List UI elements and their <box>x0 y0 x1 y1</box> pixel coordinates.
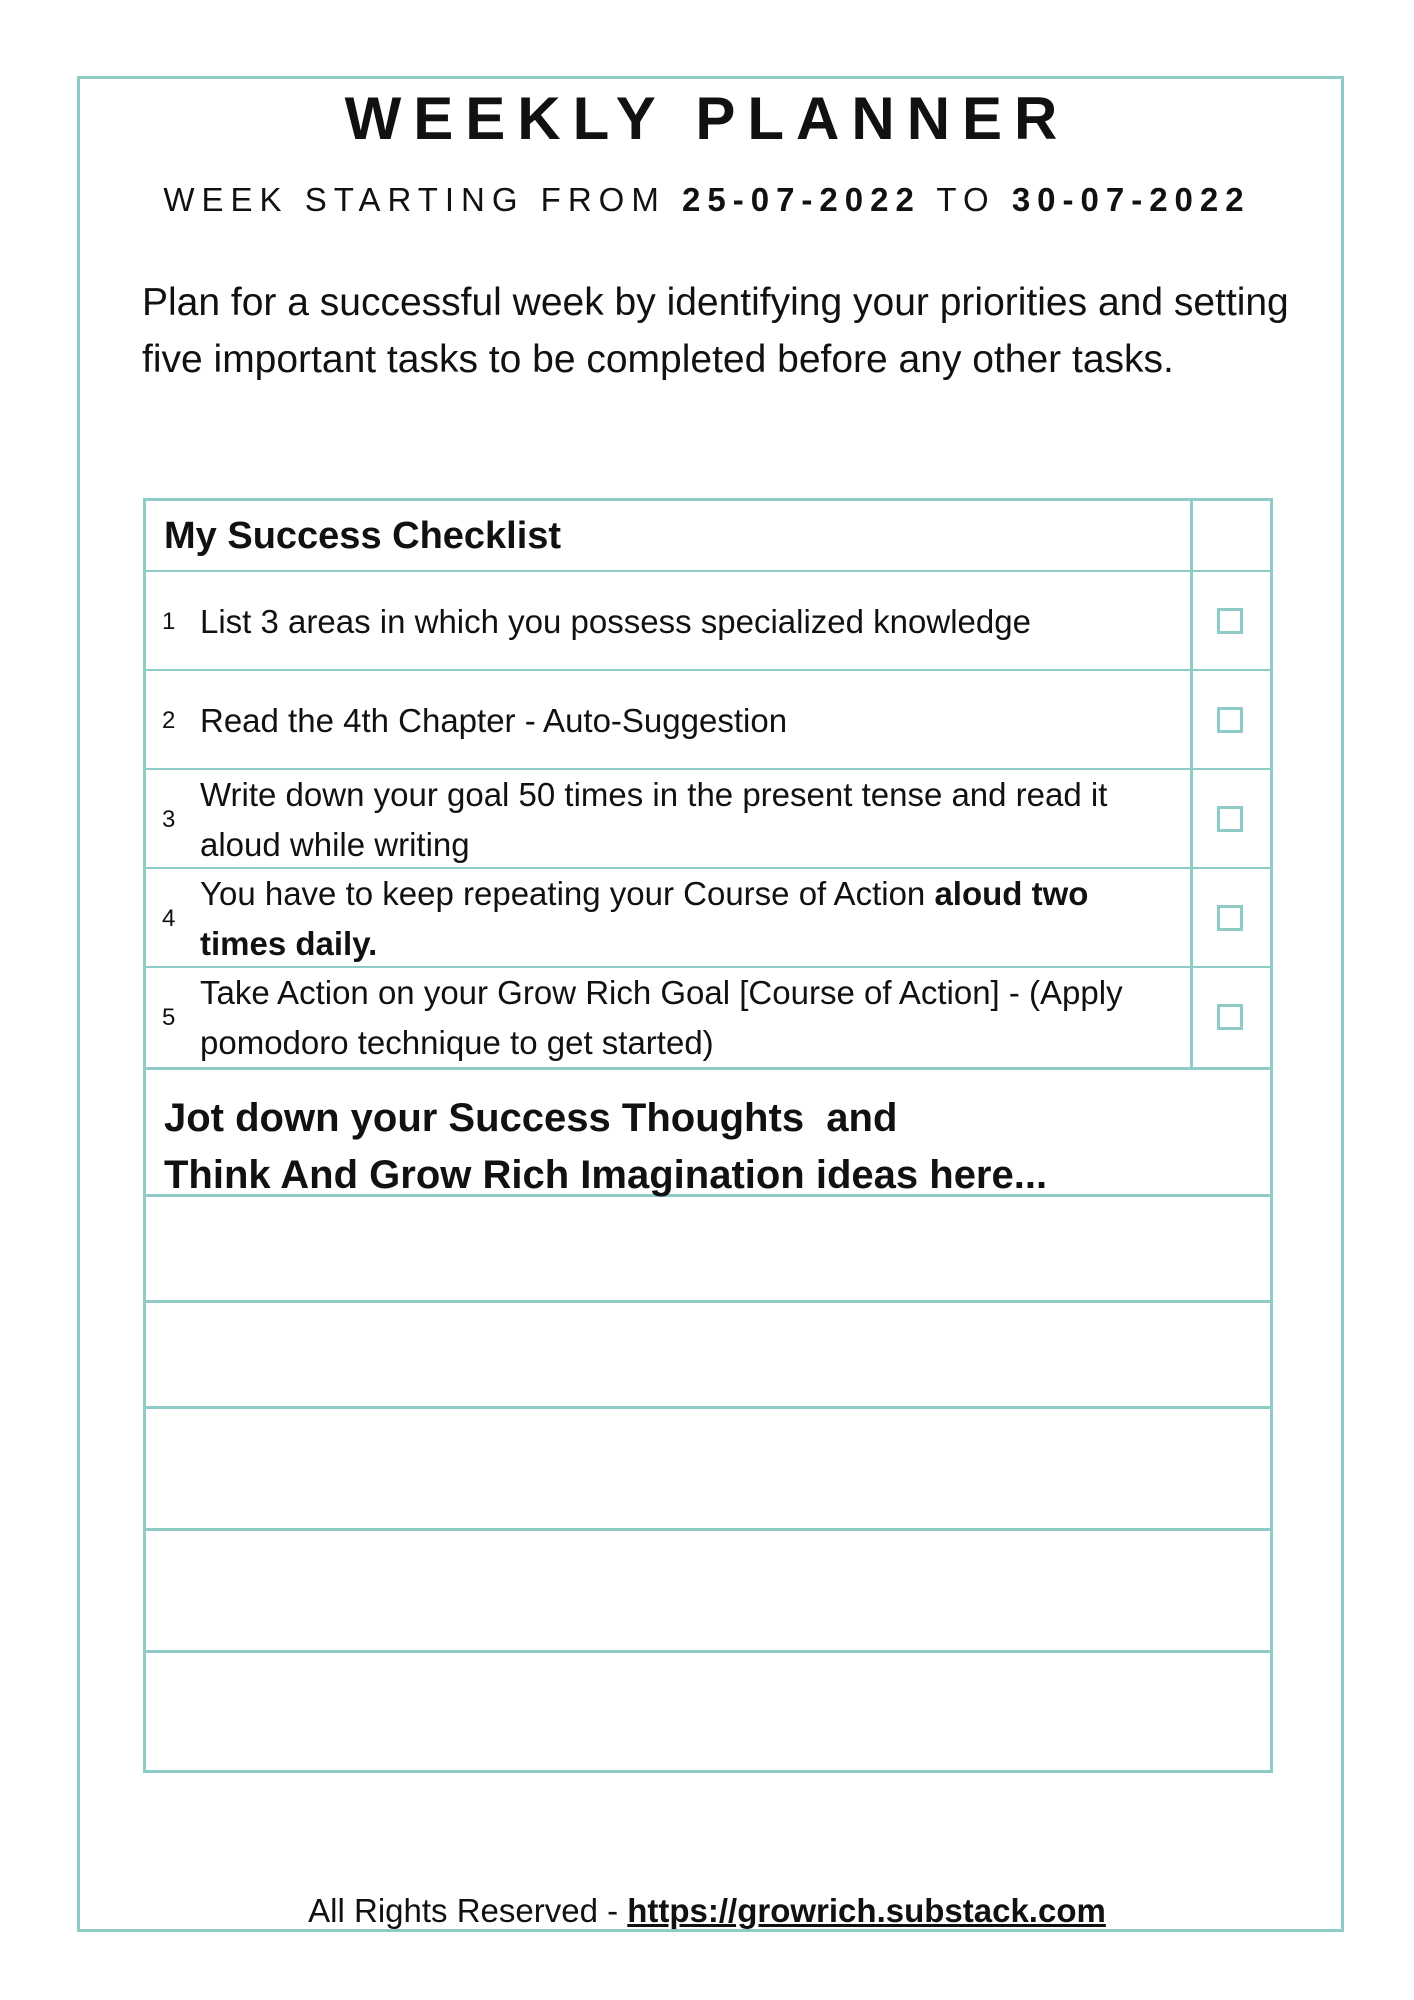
success-checklist <box>143 498 1273 1070</box>
item-checkbox[interactable] <box>1217 806 1243 832</box>
checklist-item <box>146 671 1270 770</box>
item-checkbox[interactable] <box>1217 707 1243 733</box>
notes-heading <box>146 1064 1270 1197</box>
checklist-item <box>146 968 1270 1067</box>
item-text-regular: You have to keep repeating your Course of Action <box>200 874 926 912</box>
item-text: Take Action on your Grow Rich Goal [Course of Action] - (Apply pomodoro technique to get started) <box>200 973 1123 1061</box>
footer <box>0 1891 1414 1931</box>
item-text <box>200 869 1170 968</box>
week-range <box>0 180 1414 220</box>
checklist-item <box>146 572 1270 671</box>
item-text-bold: aloud two times daily. <box>200 874 1089 962</box>
intro-paragraph: Plan for a successful week by identifying your priorities and setting five important tasks to be completed before any other tasks. <box>142 281 1289 381</box>
item-number: 5 <box>162 1003 176 1031</box>
item-number: 1 <box>162 607 176 635</box>
item-checkbox[interactable] <box>1217 1004 1243 1030</box>
note-line[interactable] <box>146 1303 1270 1409</box>
item-text: List 3 areas in which you possess specialized knowledge <box>200 602 1031 640</box>
item-checkbox[interactable] <box>1217 608 1243 634</box>
notes-heading-line-1: Jot down your Success Thoughts and <box>164 1096 898 1140</box>
item-text: Read the 4th Chapter - Auto-Suggestion <box>200 701 788 739</box>
note-line[interactable] <box>146 1409 1270 1531</box>
checklist-header-check-cell <box>1193 501 1270 570</box>
note-line[interactable] <box>146 1197 1270 1303</box>
item-number: 4 <box>162 904 176 932</box>
note-line[interactable] <box>146 1531 1270 1653</box>
page-title: WEEKLY PLANNER <box>344 85 1070 152</box>
footer-text: All Rights Reserved - <box>308 1892 628 1929</box>
end-date: 30-07-2022 <box>1011 181 1251 218</box>
checklist-item <box>146 869 1270 968</box>
checklist-header-row <box>146 501 1270 572</box>
footer-link[interactable]: https://growrich.substack.com <box>627 1892 1106 1929</box>
item-number: 2 <box>162 706 176 734</box>
notes-section <box>143 1064 1273 1773</box>
item-number: 3 <box>162 805 176 833</box>
week-prefix: WEEK STARTING FROM <box>163 181 666 218</box>
start-date: 25-07-2022 <box>682 181 921 218</box>
checklist-item <box>146 770 1270 869</box>
item-checkbox[interactable] <box>1217 905 1243 931</box>
to-word: TO <box>936 181 996 218</box>
item-text: Write down your goal 50 times in the present tense and read it aloud while writing <box>200 775 1108 863</box>
note-line[interactable] <box>146 1653 1270 1770</box>
checklist-heading: My Success Checklist <box>146 501 1193 570</box>
notes-heading-line-2: Think And Grow Rich Imagination ideas here... <box>164 1153 1048 1197</box>
